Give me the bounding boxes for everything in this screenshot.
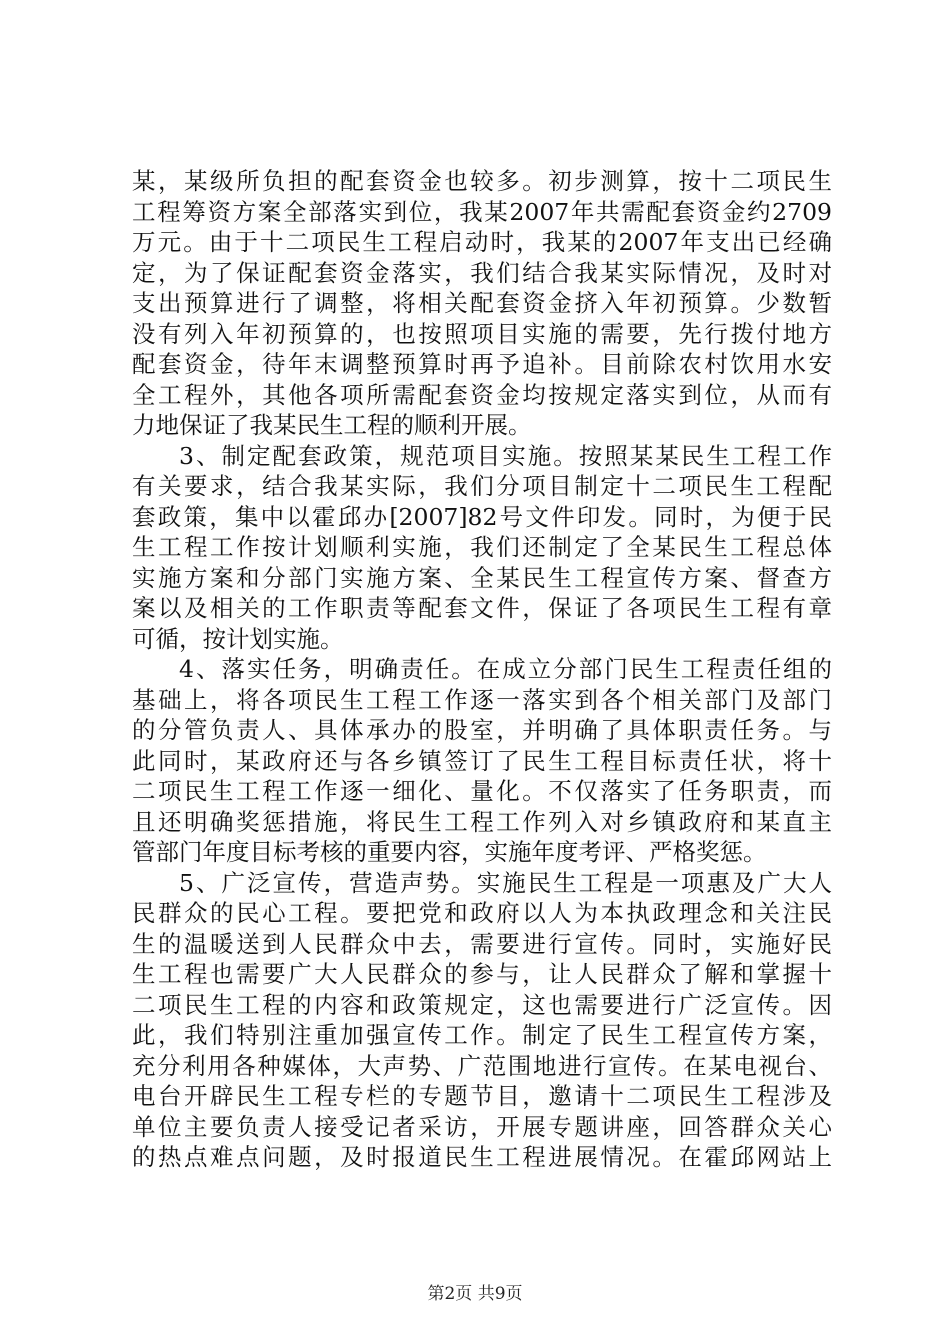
text-line: 工程筹资方案全部落实到位，我某2007年共需配套资金约2709 (132, 197, 832, 226)
text-line: 支出预算进行了调整，将相关配套资金挤入年初预算。少数暂 (132, 289, 832, 317)
text-line: 生工程也需要广大人民群众的参与，让人民群众了解和掌握十 (132, 960, 832, 988)
text-line: 可循，按计划实施。 (132, 624, 344, 653)
page-body (132, 166, 832, 1173)
text-line: 全工程外，其他各项所需配套资金均按规定落实到位，从而有 (132, 380, 832, 409)
text-line: 的分管负责人、具体承办的股室，并明确了具体职责任务。与 (132, 716, 832, 744)
text-line: 且还明确奖惩措施，将民生工程工作列入对乡镇政府和某直主 (132, 807, 832, 836)
text-line: 此，我们特别注重加强宣传工作。制定了民生工程宣传方案， (132, 1021, 832, 1049)
text-line: 4、落实任务，明确责任。在成立分部门民生工程责任组的 (179, 655, 832, 683)
text-line: 单位主要负责人接受记者采访，开展专题讲座，回答群众关心 (132, 1112, 832, 1141)
text-line: 此同时，某政府还与各乡镇签订了民生工程目标责任状，将十 (132, 746, 832, 775)
text-line: 实施方案和分部门实施方案、全某民生工程宣传方案、督查方 (132, 563, 832, 592)
text-line: 电台开辟民生工程专栏的专题节目，邀请十二项民生工程涉及 (132, 1082, 832, 1110)
text-line: 案以及相关的工作职责等配套文件，保证了各项民生工程有章 (132, 594, 832, 622)
text-line: 套政策，集中以霍邱办[2007]82号文件印发。同时，为便于民 (132, 502, 832, 531)
text-line: 力地保证了我某民生工程的顺利开展。 (132, 411, 532, 439)
text-line: 有关要求，结合我某实际，我们分项目制定十二项民生工程配 (132, 472, 832, 500)
text-line: 的热点难点问题，及时报道民生工程进展情况。在霍邱网站上 (132, 1143, 832, 1171)
text-line: 5、广泛宣传，营造声势。实施民生工程是一项惠及广大人 (179, 868, 832, 897)
page-footer: 第2页 共9页 (427, 1284, 523, 1304)
text-line: 生工程工作按计划顺利实施，我们还制定了全某民生工程总体 (132, 533, 832, 561)
text-line: 万元。由于十二项民生工程启动时，我某的2007年支出已经确 (132, 228, 832, 256)
text-line: 配套资金，待年末调整预算时再予追补。目前除农村饮用水安 (132, 350, 832, 378)
text-line: 没有列入年初预算的，也按照项目实施的需要，先行拨付地方 (132, 319, 832, 348)
text-line: 民群众的民心工程。要把党和政府以人为本执政理念和关注民 (132, 899, 832, 927)
text-line: 3、制定配套政策，规范项目实施。按照某某民生工程工作 (179, 441, 832, 470)
text-line: 充分利用各种媒体，大声势、广范围地进行宣传。在某电视台、 (132, 1051, 832, 1080)
text-line: 基础上，将各项民生工程工作逐一落实到各个相关部门及部门 (132, 685, 832, 714)
text-line: 二项民生工程的内容和政策规定，这也需要进行广泛宣传。因 (132, 990, 832, 1019)
text-line: 生的温暖送到人民群众中去，需要进行宣传。同时，实施好民 (132, 929, 832, 958)
text-line: 定，为了保证配套资金落实，我们结合我某实际情况，及时对 (132, 258, 832, 287)
text-line: 二项民生工程工作逐一细化、量化。不仅落实了任务职责，而 (132, 777, 832, 805)
text-line: 某，某级所负担的配套资金也较多。初步测算，按十二项民生 (132, 167, 832, 195)
text-line: 管部门年度目标考核的重要内容，实施年度考评、严格奖惩。 (132, 838, 767, 866)
